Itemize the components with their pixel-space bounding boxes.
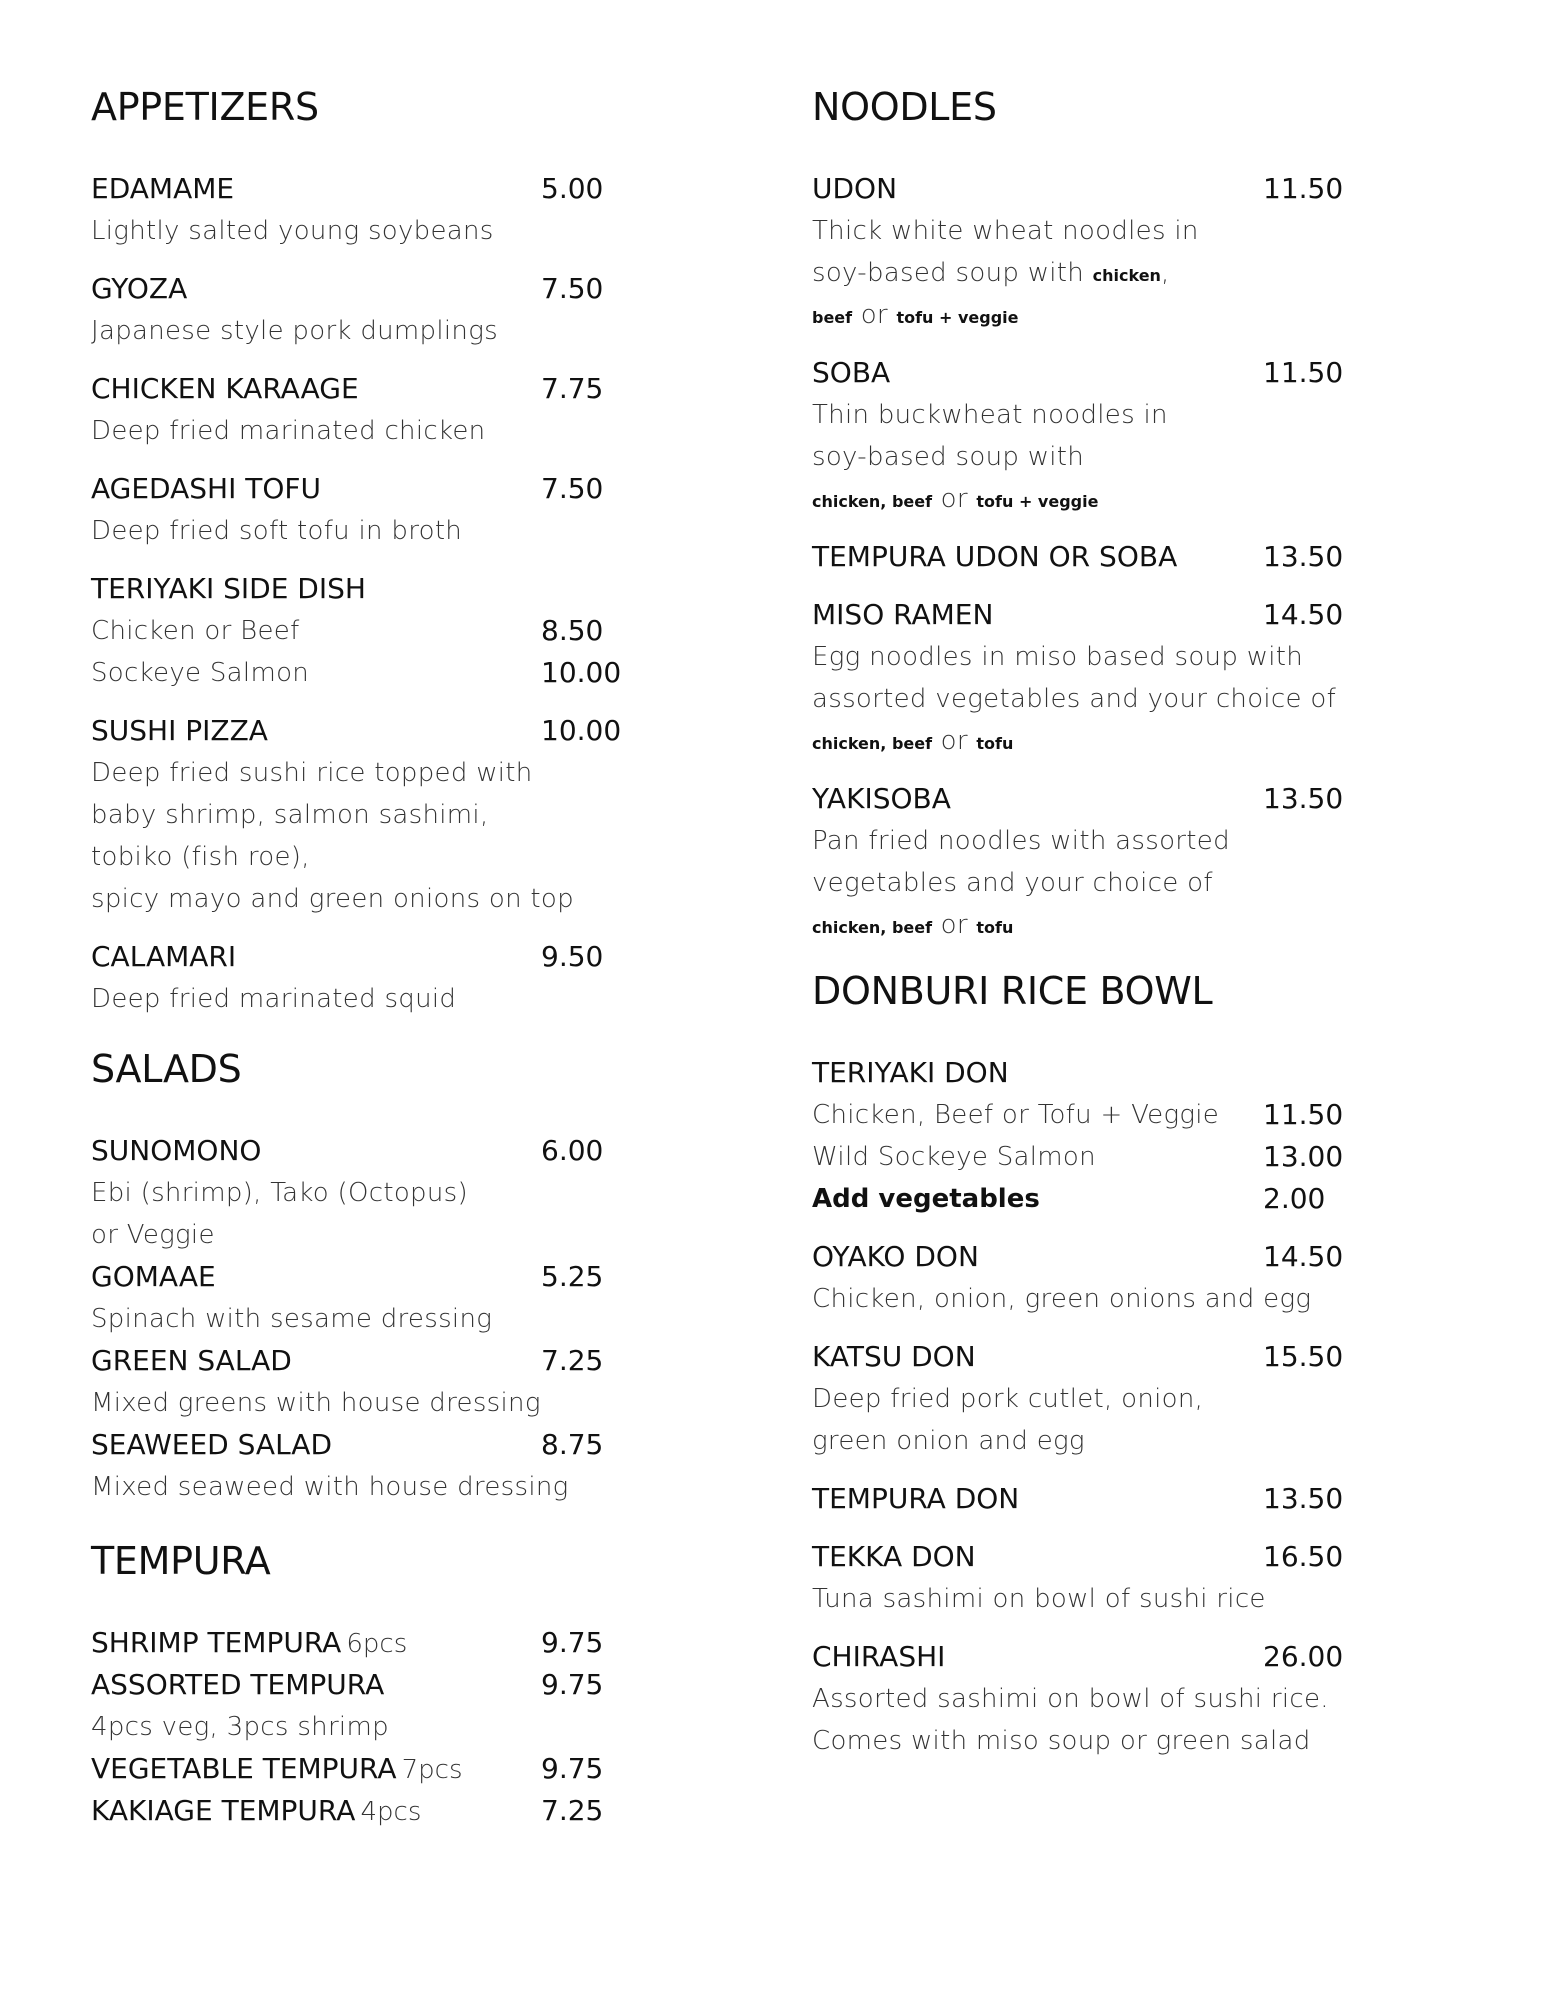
menu-item-soba [812, 352, 1372, 520]
menu-item-gomaae [91, 1256, 651, 1340]
item-description-line: assorted vegetables and your choice of [812, 684, 1337, 714]
menu-item-assorted-tempura [91, 1664, 651, 1748]
item-option-label: Wild Sockeye Salmon [812, 1142, 1096, 1172]
protein-choice: chicken, beef [812, 734, 933, 753]
protein-choice: chicken [1092, 266, 1161, 285]
item-description-line: Thin buckwheat noodles in [812, 400, 1168, 430]
item-price: 7.25 [541, 1344, 604, 1377]
item-price: 10.00 [541, 714, 622, 747]
item-name: TEMPURA UDON OR SOBA [812, 540, 1178, 573]
item-option-label: Sockeye Salmon [91, 658, 310, 688]
item-price: 8.75 [541, 1428, 604, 1461]
item-description-line: Deep fried sushi rice topped with [91, 758, 533, 788]
item-price: 5.25 [541, 1260, 604, 1293]
menu-item-tempura-don [812, 1478, 1372, 1520]
protein-choice: chicken, beef [812, 918, 933, 937]
item-name: UDON [812, 172, 898, 205]
item-description-line: baby shrimp, salmon sashimi, [91, 800, 489, 830]
item-description-line: Egg noodles in miso based soup with [812, 642, 1304, 672]
item-price: 6.00 [541, 1134, 604, 1167]
item-option-price: 11.50 [1263, 1098, 1344, 1131]
item-option-price: 8.50 [541, 614, 604, 647]
item-price: 5.00 [541, 172, 604, 205]
item-name: CHICKEN KARAAGE [91, 372, 359, 405]
item-name: GYOZA [91, 272, 188, 305]
item-price: 14.50 [1263, 598, 1344, 631]
item-name: KATSU DON [812, 1340, 976, 1373]
section-title-salads: SALADS [91, 1047, 242, 1091]
right-column [812, 85, 1372, 1762]
item-description: Mixed seaweed with house dressing [91, 1472, 569, 1502]
menu-item-miso-ramen [812, 594, 1372, 762]
item-name: TERIYAKI DON [812, 1056, 1009, 1089]
item-name: SUNOMONO [91, 1134, 262, 1167]
item-name: YAKISOBA [812, 782, 951, 815]
item-description: Spinach with sesame dressing [91, 1304, 493, 1334]
section-title-donburi: DONBURI RICE BOWL [812, 969, 1213, 1013]
protein-choice: tofu [976, 918, 1014, 937]
protein-choice: chicken, beef [812, 492, 933, 511]
item-price: 26.00 [1263, 1640, 1344, 1673]
item-price: 16.50 [1263, 1540, 1344, 1573]
item-price: 14.50 [1263, 1240, 1344, 1273]
menu-item-oyako-don [812, 1236, 1372, 1320]
protein-choice: beef [812, 308, 853, 327]
conjunction: or [932, 910, 977, 940]
menu-item-calamari [91, 936, 651, 1020]
item-description: Mixed greens with house dressing [91, 1388, 541, 1418]
item-name: VEGETABLE TEMPURA [91, 1752, 397, 1785]
menu-item-teriyaki-don [812, 1052, 1372, 1220]
item-name: EDAMAME [91, 172, 235, 205]
menu-item-yakisoba [812, 778, 1372, 946]
menu-item-green-salad [91, 1340, 651, 1424]
item-description-line: or Veggie [91, 1220, 215, 1250]
conjunction: or [852, 300, 897, 330]
item-description-line: Comes with miso soup or green salad [812, 1726, 1311, 1756]
item-description: Deep fried marinated chicken [91, 416, 486, 446]
section-title-appetizers: APPETIZERS [91, 85, 319, 129]
item-description-line: green onion and egg [812, 1426, 1085, 1456]
menu-item-chicken-karaage [91, 368, 651, 452]
item-name: SEAWEED SALAD [91, 1428, 333, 1461]
item-price: 7.75 [541, 372, 604, 405]
menu-item-agedashi-tofu [91, 468, 651, 552]
item-option-price: 13.00 [1263, 1140, 1344, 1173]
item-name: SUSHI PIZZA [91, 714, 268, 747]
item-name: TEKKA DON [812, 1540, 976, 1573]
item-description: Tuna sashimi on bowl of sushi rice [812, 1584, 1266, 1614]
item-description: Deep fried marinated squid [91, 984, 457, 1014]
item-piece-count: 6pcs [346, 1629, 408, 1659]
menu-item-tekka-don [812, 1536, 1372, 1620]
item-piece-count: 7pcs [401, 1755, 463, 1785]
item-option-label: Chicken, Beef or Tofu + Veggie [812, 1100, 1220, 1130]
section-title-noodles: NOODLES [812, 85, 997, 129]
menu-item-tempura-udon-or-soba [812, 536, 1372, 578]
conjunction: or [932, 726, 977, 756]
menu-item-seaweed-salad [91, 1424, 651, 1508]
item-price: 15.50 [1263, 1340, 1344, 1373]
item-price: 13.50 [1263, 1482, 1344, 1515]
menu-item-edamame [91, 168, 651, 252]
menu-item-udon [812, 168, 1372, 336]
menu-item-shrimp-tempura [91, 1622, 651, 1664]
menu-item-katsu-don [812, 1336, 1372, 1462]
item-price: 7.25 [541, 1794, 604, 1827]
item-option-label: Chicken or Beef [91, 616, 300, 646]
item-name: AGEDASHI TOFU [91, 472, 322, 505]
item-description: Chicken, onion, green onions and egg [812, 1284, 1312, 1314]
add-on-price: 2.00 [1263, 1182, 1326, 1215]
item-description: 4pcs veg, 3pcs shrimp [91, 1712, 389, 1742]
item-price: 9.50 [541, 940, 604, 973]
item-price: 7.50 [541, 272, 604, 305]
item-description-line: Deep fried pork cutlet, onion, [812, 1384, 1204, 1414]
item-description-line: Pan fried noodles with assorted [812, 826, 1230, 856]
item-name: GOMAAE [91, 1260, 216, 1293]
menu-item-chirashi [812, 1636, 1372, 1762]
item-price: 7.50 [541, 472, 604, 505]
item-name: SHRIMP TEMPURA [91, 1626, 342, 1659]
item-description-line: Thick white wheat noodles in [812, 216, 1199, 246]
conjunction: or [932, 484, 977, 514]
item-price: 9.75 [541, 1626, 604, 1659]
item-price: 11.50 [1263, 356, 1344, 389]
item-description-line: Ebi (shrimp), Tako (Octopus) [91, 1178, 468, 1208]
item-description-line: spicy mayo and green onions on top [91, 884, 574, 914]
menu-item-teriyaki-side-dish [91, 568, 651, 694]
menu-item-sunomono [91, 1130, 651, 1256]
protein-choice: tofu [976, 734, 1014, 753]
item-description-line: soy-based soup with [812, 258, 1093, 288]
item-price: 13.50 [1263, 782, 1344, 815]
item-name: KAKIAGE TEMPURA [91, 1794, 356, 1827]
protein-choice: tofu + veggie [976, 492, 1099, 511]
section-title-tempura: TEMPURA [91, 1539, 271, 1583]
menu-item-gyoza [91, 268, 651, 352]
item-description: Japanese style pork dumplings [91, 316, 498, 346]
punctuation: , [1160, 258, 1170, 288]
item-price: 9.75 [541, 1668, 604, 1701]
item-description-line: tobiko (fish roe), [91, 842, 310, 872]
item-description: Lightly salted young soybeans [91, 216, 494, 246]
item-piece-count: 4pcs [360, 1797, 422, 1827]
item-description-line: Assorted sashimi on bowl of sushi rice. [812, 1684, 1329, 1714]
item-name: CALAMARI [91, 940, 237, 973]
menu-item-kakiage-tempura [91, 1790, 651, 1832]
item-name: SOBA [812, 356, 891, 389]
item-name: CHIRASHI [812, 1640, 946, 1673]
item-name: TERIYAKI SIDE DISH [91, 572, 366, 605]
item-option-price: 10.00 [541, 656, 622, 689]
item-description-line: vegetables and your choice of [812, 868, 1213, 898]
item-name: ASSORTED TEMPURA [91, 1668, 385, 1701]
item-description: Deep fried soft tofu in broth [91, 516, 463, 546]
menu-item-sushi-pizza [91, 710, 651, 920]
item-description-line: soy-based soup with [812, 442, 1085, 472]
add-on-label: Add vegetables [812, 1184, 1040, 1214]
left-column [91, 85, 651, 1832]
item-name: MISO RAMEN [812, 598, 994, 631]
item-price: 9.75 [541, 1752, 604, 1785]
item-price: 13.50 [1263, 540, 1344, 573]
protein-choice: tofu + veggie [896, 308, 1019, 327]
item-name: TEMPURA DON [812, 1482, 1020, 1515]
item-name: OYAKO DON [812, 1240, 979, 1273]
menu-item-vegetable-tempura [91, 1748, 651, 1790]
item-price: 11.50 [1263, 172, 1344, 205]
item-name: GREEN SALAD [91, 1344, 292, 1377]
